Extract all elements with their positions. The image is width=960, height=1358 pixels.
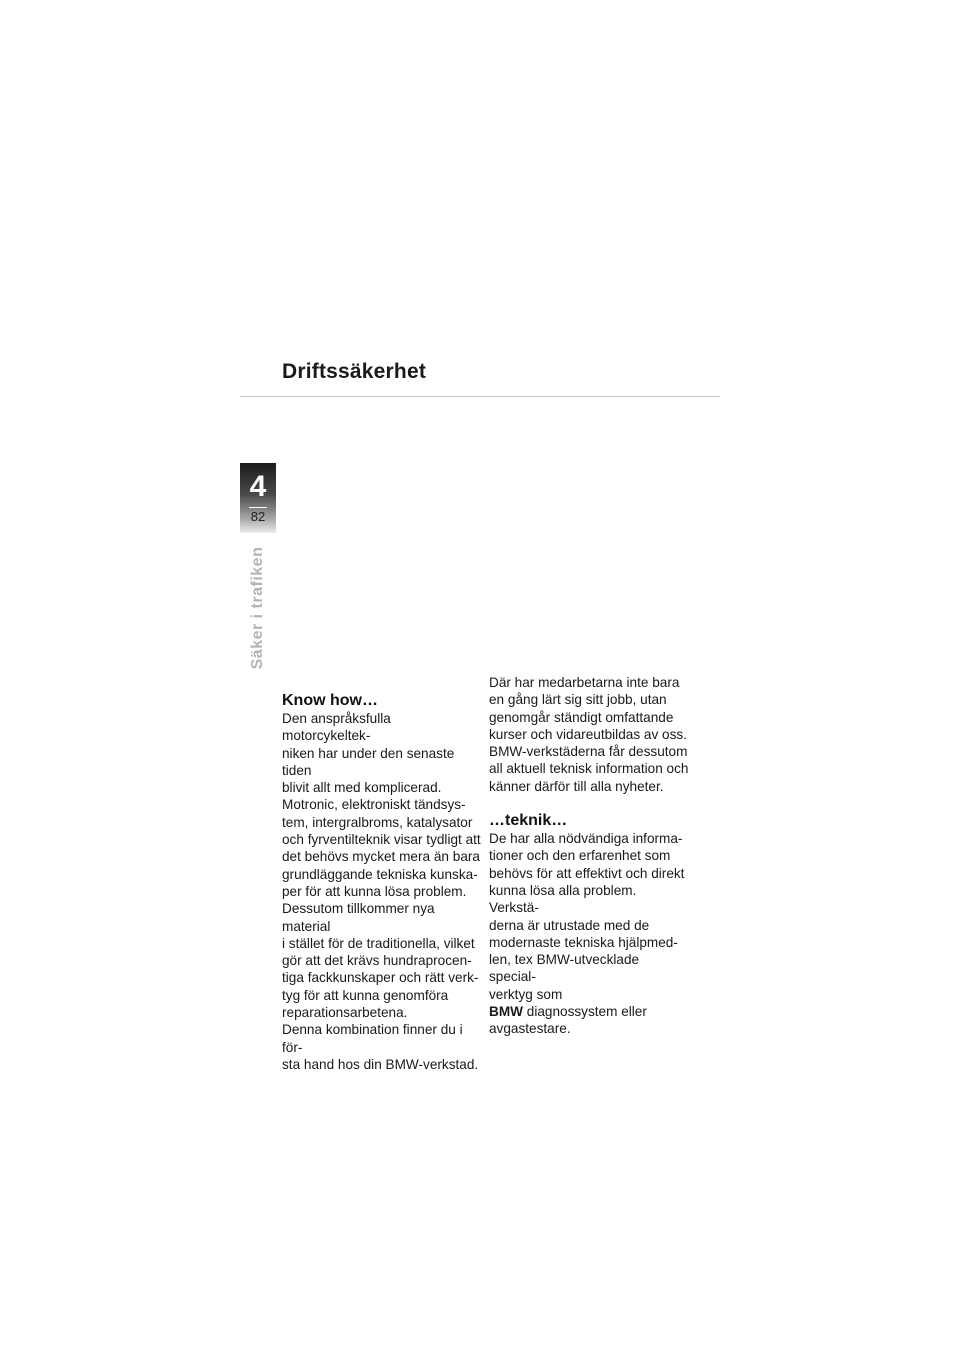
teknik-body-text: De har alla nödvändiga informa- tioner och den erfarenhet som behövs för att effektivt och direkt kunna lösa alla problem. Verkstä- derna är utrustade med de modernaste tekniska hjälpmed- len, tex BMW-utvecklade special- verktyg som <box>489 831 685 1002</box>
bmw-brand-text: BMW <box>489 1004 523 1020</box>
chapter-number: 4 <box>249 470 267 503</box>
section-side-label: Säker i trafiken <box>249 546 266 670</box>
know-how-body: Den anspråksfulla motorcykeltek- niken har under den senaste tiden blivit allt med komplicerad. Motronic, elektroniskt tändsys- tem, intergralbroms, katalysator och fyrventilteknik visar tydligt att det behövs mycket mera än bara grundläggande tekniska kunska- per för att kunna lösa problem. Dessutom tillkommer nya material i stället för de traditionella, vilket gör att det krävs hundraprocen- tiga fackkunskaper och rätt verk- tyg för att kunna genomföra reparationsarbetena. Denna kombination finner du i för- sta hand hos din BMW-verkstad. <box>282 711 481 1072</box>
workshop-intro-text: Där har medarbetarna inte bara en gång lärt sig sitt jobb, utan genomgår ständigt omfattande kurser och vidareutbildas av oss. BMW-verkstäderna får dessutom all aktuell teknisk information och känner därför till alla nyheter. <box>489 675 689 794</box>
know-how-heading: Know how… <box>282 692 378 709</box>
page-number: 82 <box>250 509 266 524</box>
header-divider <box>240 396 720 397</box>
teknik-body <box>489 830 689 1038</box>
right-column <box>489 674 689 1038</box>
page-title: Driftssäkerhet <box>282 360 427 383</box>
chapter-divider <box>249 507 267 508</box>
teknik-heading: …teknik… <box>489 812 568 830</box>
chapter-tab <box>240 463 276 533</box>
teknik-tail-text: diagnossystem eller avgastestare. <box>489 1004 647 1037</box>
left-column <box>282 692 482 1073</box>
